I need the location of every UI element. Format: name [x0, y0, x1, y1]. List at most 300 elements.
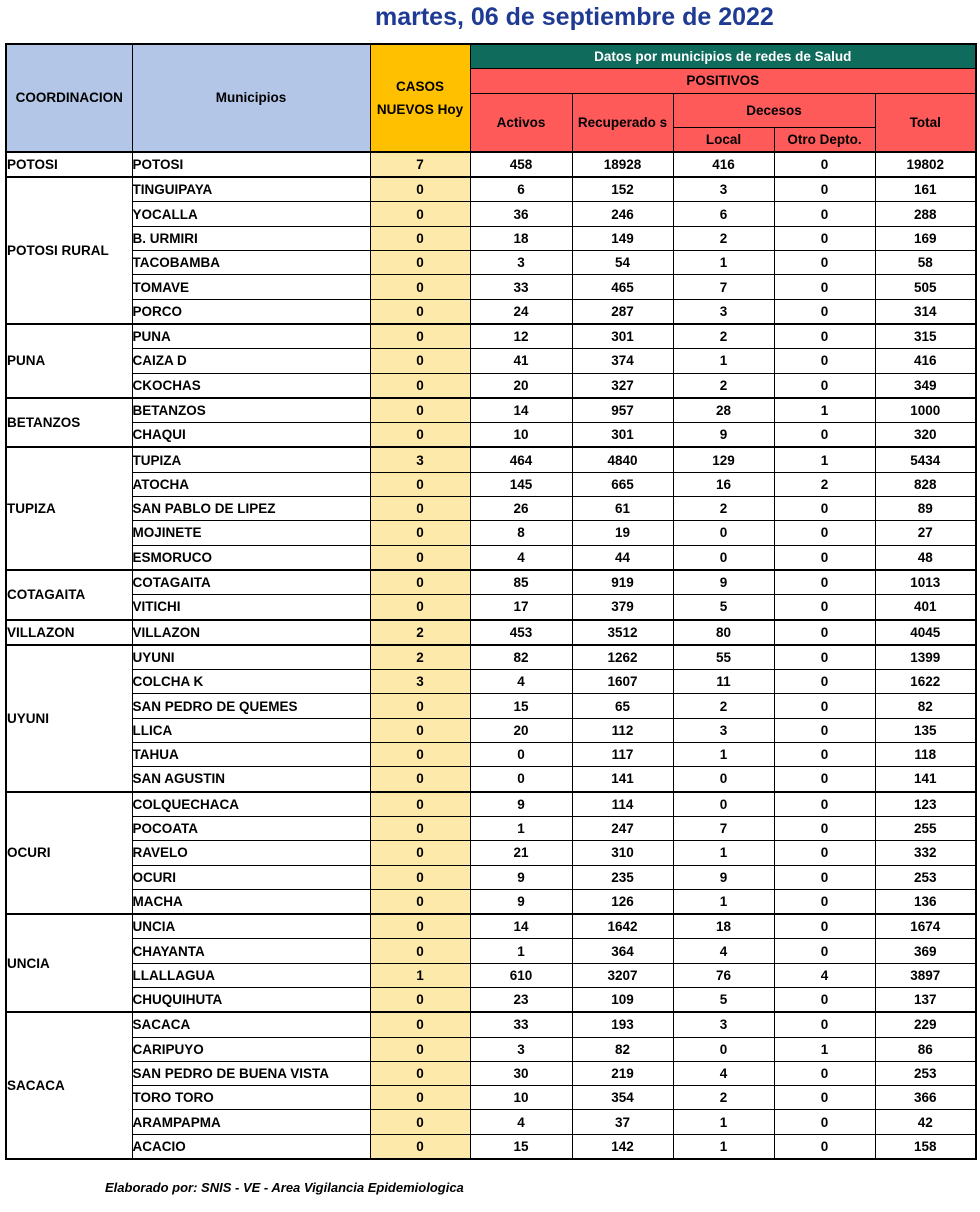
activos-cell: 9 [470, 792, 572, 817]
decesos-otro-cell: 0 [774, 202, 875, 226]
activos-cell: 453 [470, 620, 572, 645]
activos-cell: 8 [470, 521, 572, 545]
header-coordinacion: COORDINACION [6, 44, 132, 152]
municipio-cell: CKOCHAS [132, 373, 370, 398]
municipio-cell: MACHA [132, 889, 370, 914]
decesos-local-cell: 1 [673, 251, 774, 275]
municipio-cell: RAVELO [132, 841, 370, 865]
table-row [6, 694, 976, 718]
activos-cell: 15 [470, 694, 572, 718]
table-row [6, 324, 976, 349]
municipio-cell: ACACIO [132, 1134, 370, 1159]
decesos-local-cell: 76 [673, 963, 774, 987]
activos-cell: 33 [470, 275, 572, 299]
municipio-cell: CARIPUYO [132, 1037, 370, 1061]
decesos-otro-cell: 0 [774, 226, 875, 250]
decesos-otro-cell: 0 [774, 349, 875, 373]
decesos-local-cell: 80 [673, 620, 774, 645]
recuperados-cell: 354 [572, 1086, 673, 1110]
table-row [6, 987, 976, 1012]
casos-nuevos-cell: 0 [370, 1061, 470, 1085]
decesos-local-cell: 3 [673, 718, 774, 742]
header-positivos: POSITIVOS [470, 69, 976, 93]
table-row [6, 1134, 976, 1159]
activos-cell: 4 [470, 670, 572, 694]
activos-cell: 15 [470, 1134, 572, 1159]
municipio-cell: BETANZOS [132, 398, 370, 423]
activos-cell: 9 [470, 889, 572, 914]
table-row [6, 373, 976, 398]
recuperados-cell: 142 [572, 1134, 673, 1159]
casos-nuevos-cell: 2 [370, 645, 470, 670]
total-cell: 19802 [875, 152, 976, 177]
table-row [6, 889, 976, 914]
coordinacion-cell: BETANZOS [6, 398, 132, 448]
table-row [6, 497, 976, 521]
table-row [6, 349, 976, 373]
activos-cell: 21 [470, 841, 572, 865]
coordinacion-cell: TUPIZA [6, 447, 132, 569]
table-row [6, 1086, 976, 1110]
activos-cell: 14 [470, 398, 572, 423]
municipio-cell: POCOATA [132, 816, 370, 840]
table-row [6, 202, 976, 226]
total-cell: 366 [875, 1086, 976, 1110]
header-recuperados: Recuperado s [572, 93, 673, 152]
total-cell: 89 [875, 497, 976, 521]
recuperados-cell: 301 [572, 423, 673, 448]
decesos-otro-cell: 1 [774, 447, 875, 472]
table-row [6, 792, 976, 817]
casos-nuevos-cell: 0 [370, 423, 470, 448]
casos-nuevos-cell: 0 [370, 275, 470, 299]
casos-nuevos-cell: 0 [370, 865, 470, 889]
decesos-otro-cell: 0 [774, 423, 875, 448]
total-cell: 505 [875, 275, 976, 299]
casos-nuevos-cell: 0 [370, 816, 470, 840]
decesos-local-cell: 416 [673, 152, 774, 177]
recuperados-cell: 37 [572, 1110, 673, 1134]
activos-cell: 36 [470, 202, 572, 226]
table-row [6, 816, 976, 840]
header-casos-nuevos: CASOS NUEVOS Hoy [370, 44, 470, 152]
decesos-local-cell: 9 [673, 865, 774, 889]
decesos-otro-cell: 0 [774, 324, 875, 349]
table-row [6, 767, 976, 792]
table-row [6, 570, 976, 595]
casos-nuevos-cell: 1 [370, 963, 470, 987]
recuperados-cell: 327 [572, 373, 673, 398]
table-row [6, 939, 976, 963]
recuperados-cell: 665 [572, 472, 673, 496]
casos-nuevos-cell: 0 [370, 324, 470, 349]
municipio-cell: COLCHA K [132, 670, 370, 694]
table-row [6, 1037, 976, 1061]
decesos-local-cell: 4 [673, 1061, 774, 1085]
casos-nuevos-cell: 0 [370, 545, 470, 570]
casos-nuevos-cell: 0 [370, 889, 470, 914]
table-row [6, 398, 976, 423]
decesos-otro-cell: 0 [774, 743, 875, 767]
decesos-otro-cell: 4 [774, 963, 875, 987]
municipio-cell: SACACA [132, 1012, 370, 1037]
total-cell: 135 [875, 718, 976, 742]
decesos-otro-cell: 0 [774, 1061, 875, 1085]
recuperados-cell: 54 [572, 251, 673, 275]
recuperados-cell: 1607 [572, 670, 673, 694]
total-cell: 314 [875, 299, 976, 324]
coordinacion-cell: COTAGAITA [6, 570, 132, 620]
recuperados-cell: 19 [572, 521, 673, 545]
activos-cell: 20 [470, 718, 572, 742]
municipio-cell: TACOBAMBA [132, 251, 370, 275]
activos-cell: 23 [470, 987, 572, 1012]
casos-nuevos-cell: 0 [370, 398, 470, 423]
total-cell: 255 [875, 816, 976, 840]
decesos-otro-cell: 0 [774, 1110, 875, 1134]
decesos-otro-cell: 0 [774, 373, 875, 398]
decesos-otro-cell: 0 [774, 889, 875, 914]
casos-nuevos-cell: 0 [370, 349, 470, 373]
activos-cell: 9 [470, 865, 572, 889]
recuperados-cell: 65 [572, 694, 673, 718]
coordinacion-cell: OCURI [6, 792, 132, 914]
decesos-local-cell: 1 [673, 841, 774, 865]
decesos-local-cell: 4 [673, 939, 774, 963]
table-row [6, 1012, 976, 1037]
casos-nuevos-cell: 0 [370, 202, 470, 226]
covid-table [5, 43, 977, 1160]
table-row [6, 620, 976, 645]
table-row [6, 177, 976, 202]
header-local: Local [673, 127, 774, 152]
decesos-otro-cell: 0 [774, 595, 875, 620]
decesos-otro-cell: 0 [774, 792, 875, 817]
recuperados-cell: 235 [572, 865, 673, 889]
recuperados-cell: 61 [572, 497, 673, 521]
activos-cell: 6 [470, 177, 572, 202]
municipio-cell: SAN AGUSTIN [132, 767, 370, 792]
decesos-local-cell: 5 [673, 595, 774, 620]
total-cell: 253 [875, 1061, 976, 1085]
total-cell: 1674 [875, 914, 976, 939]
total-cell: 5434 [875, 447, 976, 472]
activos-cell: 18 [470, 226, 572, 250]
recuperados-cell: 301 [572, 324, 673, 349]
decesos-local-cell: 16 [673, 472, 774, 496]
decesos-otro-cell: 0 [774, 521, 875, 545]
table-row [6, 645, 976, 670]
recuperados-cell: 219 [572, 1061, 673, 1085]
report-title [0, 3, 980, 39]
header-activos: Activos [470, 93, 572, 152]
decesos-otro-cell: 0 [774, 1134, 875, 1159]
decesos-otro-cell: 0 [774, 152, 875, 177]
decesos-local-cell: 3 [673, 177, 774, 202]
municipio-cell: TINGUIPAYA [132, 177, 370, 202]
casos-nuevos-cell: 0 [370, 718, 470, 742]
coordinacion-cell: UNCIA [6, 914, 132, 1012]
total-cell: 169 [875, 226, 976, 250]
total-cell: 123 [875, 792, 976, 817]
total-cell: 158 [875, 1134, 976, 1159]
table-row [6, 1061, 976, 1085]
activos-cell: 4 [470, 1110, 572, 1134]
total-cell: 315 [875, 324, 976, 349]
table-header [6, 44, 976, 152]
decesos-local-cell: 1 [673, 1110, 774, 1134]
header-otro-depto: Otro Depto. [774, 127, 875, 152]
casos-nuevos-cell: 2 [370, 620, 470, 645]
decesos-otro-cell: 0 [774, 670, 875, 694]
decesos-otro-cell: 0 [774, 299, 875, 324]
recuperados-cell: 126 [572, 889, 673, 914]
municipio-cell: TAHUA [132, 743, 370, 767]
municipio-cell: SAN PABLO DE LIPEZ [132, 497, 370, 521]
activos-cell: 464 [470, 447, 572, 472]
report-date: martes, 06 de septiembre de 2022 [375, 3, 774, 31]
table-row [6, 226, 976, 250]
activos-cell: 30 [470, 1061, 572, 1085]
table-row [6, 718, 976, 742]
decesos-otro-cell: 0 [774, 1012, 875, 1037]
recuperados-cell: 82 [572, 1037, 673, 1061]
decesos-otro-cell: 0 [774, 718, 875, 742]
casos-nuevos-cell: 7 [370, 152, 470, 177]
casos-nuevos-cell: 0 [370, 939, 470, 963]
table-row [6, 545, 976, 570]
decesos-local-cell: 0 [673, 1037, 774, 1061]
table-row [6, 1110, 976, 1134]
activos-cell: 0 [470, 743, 572, 767]
total-cell: 86 [875, 1037, 976, 1061]
table-row [6, 447, 976, 472]
total-cell: 1622 [875, 670, 976, 694]
recuperados-cell: 957 [572, 398, 673, 423]
recuperados-cell: 193 [572, 1012, 673, 1037]
municipio-cell: ARAMPAPMA [132, 1110, 370, 1134]
casos-nuevos-cell: 0 [370, 694, 470, 718]
coordinacion-cell: POTOSI [6, 152, 132, 177]
table-row [6, 299, 976, 324]
activos-cell: 145 [470, 472, 572, 496]
total-cell: 136 [875, 889, 976, 914]
decesos-local-cell: 2 [673, 694, 774, 718]
casos-nuevos-cell: 3 [370, 447, 470, 472]
total-cell: 82 [875, 694, 976, 718]
decesos-local-cell: 7 [673, 275, 774, 299]
municipio-cell: CHAQUI [132, 423, 370, 448]
decesos-local-cell: 3 [673, 299, 774, 324]
decesos-local-cell: 6 [673, 202, 774, 226]
total-cell: 253 [875, 865, 976, 889]
recuperados-cell: 141 [572, 767, 673, 792]
casos-nuevos-cell: 0 [370, 841, 470, 865]
activos-cell: 1 [470, 816, 572, 840]
municipio-cell: COLQUECHACA [132, 792, 370, 817]
total-cell: 1013 [875, 570, 976, 595]
decesos-otro-cell: 0 [774, 1086, 875, 1110]
decesos-local-cell: 0 [673, 792, 774, 817]
casos-nuevos-cell: 0 [370, 177, 470, 202]
recuperados-cell: 1642 [572, 914, 673, 939]
total-cell: 3897 [875, 963, 976, 987]
activos-cell: 85 [470, 570, 572, 595]
decesos-local-cell: 9 [673, 423, 774, 448]
activos-cell: 20 [470, 373, 572, 398]
municipio-cell: CAIZA D [132, 349, 370, 373]
decesos-local-cell: 3 [673, 1012, 774, 1037]
decesos-otro-cell: 0 [774, 816, 875, 840]
table-row [6, 595, 976, 620]
total-cell: 1399 [875, 645, 976, 670]
casos-nuevos-cell: 0 [370, 1012, 470, 1037]
coordinacion-cell: UYUNI [6, 645, 132, 792]
municipio-cell: MOJINETE [132, 521, 370, 545]
decesos-local-cell: 5 [673, 987, 774, 1012]
casos-nuevos-cell: 0 [370, 914, 470, 939]
decesos-local-cell: 0 [673, 545, 774, 570]
activos-cell: 33 [470, 1012, 572, 1037]
table-row [6, 423, 976, 448]
table-row [6, 275, 976, 299]
municipio-cell: OCURI [132, 865, 370, 889]
decesos-otro-cell: 0 [774, 694, 875, 718]
decesos-otro-cell: 1 [774, 1037, 875, 1061]
municipio-cell: B. URMIRI [132, 226, 370, 250]
table-row [6, 152, 976, 177]
activos-cell: 82 [470, 645, 572, 670]
recuperados-cell: 1262 [572, 645, 673, 670]
activos-cell: 24 [470, 299, 572, 324]
municipio-cell: VILLAZON [132, 620, 370, 645]
decesos-otro-cell: 0 [774, 841, 875, 865]
activos-cell: 26 [470, 497, 572, 521]
decesos-otro-cell: 0 [774, 497, 875, 521]
casos-nuevos-cell: 0 [370, 792, 470, 817]
total-cell: 828 [875, 472, 976, 496]
decesos-local-cell: 9 [673, 570, 774, 595]
table-row [6, 670, 976, 694]
header-total: Total [875, 93, 976, 152]
municipio-cell: CHUQUIHUTA [132, 987, 370, 1012]
table-row [6, 865, 976, 889]
decesos-otro-cell: 0 [774, 545, 875, 570]
municipio-cell: TUPIZA [132, 447, 370, 472]
activos-cell: 10 [470, 423, 572, 448]
total-cell: 58 [875, 251, 976, 275]
municipio-cell: PORCO [132, 299, 370, 324]
activos-cell: 4 [470, 545, 572, 570]
decesos-otro-cell: 2 [774, 472, 875, 496]
casos-nuevos-cell: 0 [370, 595, 470, 620]
activos-cell: 458 [470, 152, 572, 177]
table-row [6, 251, 976, 275]
casos-nuevos-cell: 0 [370, 1110, 470, 1134]
municipio-cell: VITICHI [132, 595, 370, 620]
decesos-otro-cell: 0 [774, 914, 875, 939]
recuperados-cell: 247 [572, 816, 673, 840]
decesos-local-cell: 129 [673, 447, 774, 472]
decesos-otro-cell: 0 [774, 767, 875, 792]
municipio-cell: ATOCHA [132, 472, 370, 496]
decesos-local-cell: 2 [673, 497, 774, 521]
municipio-cell: LLALLAGUA [132, 963, 370, 987]
decesos-otro-cell: 0 [774, 987, 875, 1012]
decesos-local-cell: 0 [673, 521, 774, 545]
decesos-local-cell: 1 [673, 889, 774, 914]
decesos-local-cell: 2 [673, 226, 774, 250]
total-cell: 137 [875, 987, 976, 1012]
municipio-cell: TORO TORO [132, 1086, 370, 1110]
coordinacion-cell: SACACA [6, 1012, 132, 1159]
total-cell: 349 [875, 373, 976, 398]
table-row [6, 521, 976, 545]
decesos-otro-cell: 0 [774, 251, 875, 275]
activos-cell: 41 [470, 349, 572, 373]
casos-nuevos-cell: 0 [370, 299, 470, 324]
total-cell: 369 [875, 939, 976, 963]
decesos-local-cell: 55 [673, 645, 774, 670]
decesos-local-cell: 11 [673, 670, 774, 694]
recuperados-cell: 374 [572, 349, 673, 373]
recuperados-cell: 465 [572, 275, 673, 299]
header-municipios: Municipios [132, 44, 370, 152]
activos-cell: 3 [470, 1037, 572, 1061]
recuperados-cell: 919 [572, 570, 673, 595]
total-cell: 320 [875, 423, 976, 448]
decesos-local-cell: 1 [673, 349, 774, 373]
total-cell: 288 [875, 202, 976, 226]
activos-cell: 3 [470, 251, 572, 275]
recuperados-cell: 287 [572, 299, 673, 324]
casos-nuevos-cell: 0 [370, 987, 470, 1012]
casos-nuevos-cell: 0 [370, 1086, 470, 1110]
casos-nuevos-cell: 0 [370, 226, 470, 250]
casos-nuevos-cell: 0 [370, 472, 470, 496]
activos-cell: 0 [470, 767, 572, 792]
activos-cell: 12 [470, 324, 572, 349]
recuperados-cell: 246 [572, 202, 673, 226]
casos-nuevos-cell: 0 [370, 1037, 470, 1061]
total-cell: 141 [875, 767, 976, 792]
table-row [6, 841, 976, 865]
casos-nuevos-cell: 0 [370, 767, 470, 792]
decesos-otro-cell: 0 [774, 275, 875, 299]
casos-nuevos-cell: 0 [370, 521, 470, 545]
activos-cell: 14 [470, 914, 572, 939]
recuperados-cell: 152 [572, 177, 673, 202]
recuperados-cell: 44 [572, 545, 673, 570]
decesos-local-cell: 28 [673, 398, 774, 423]
activos-cell: 17 [470, 595, 572, 620]
casos-nuevos-cell: 0 [370, 1134, 470, 1159]
decesos-otro-cell: 0 [774, 620, 875, 645]
recuperados-cell: 114 [572, 792, 673, 817]
recuperados-cell: 3512 [572, 620, 673, 645]
decesos-otro-cell: 0 [774, 177, 875, 202]
municipio-cell: SAN PEDRO DE BUENA VISTA [132, 1061, 370, 1085]
footer-credit: Elaborado por: SNIS - VE - Area Vigilancia Epidemiologica [105, 1180, 464, 1195]
total-cell: 332 [875, 841, 976, 865]
casos-nuevos-cell: 0 [370, 743, 470, 767]
decesos-local-cell: 7 [673, 816, 774, 840]
table-row [6, 914, 976, 939]
municipio-cell: PUNA [132, 324, 370, 349]
total-cell: 42 [875, 1110, 976, 1134]
municipio-cell: UNCIA [132, 914, 370, 939]
decesos-otro-cell: 0 [774, 939, 875, 963]
